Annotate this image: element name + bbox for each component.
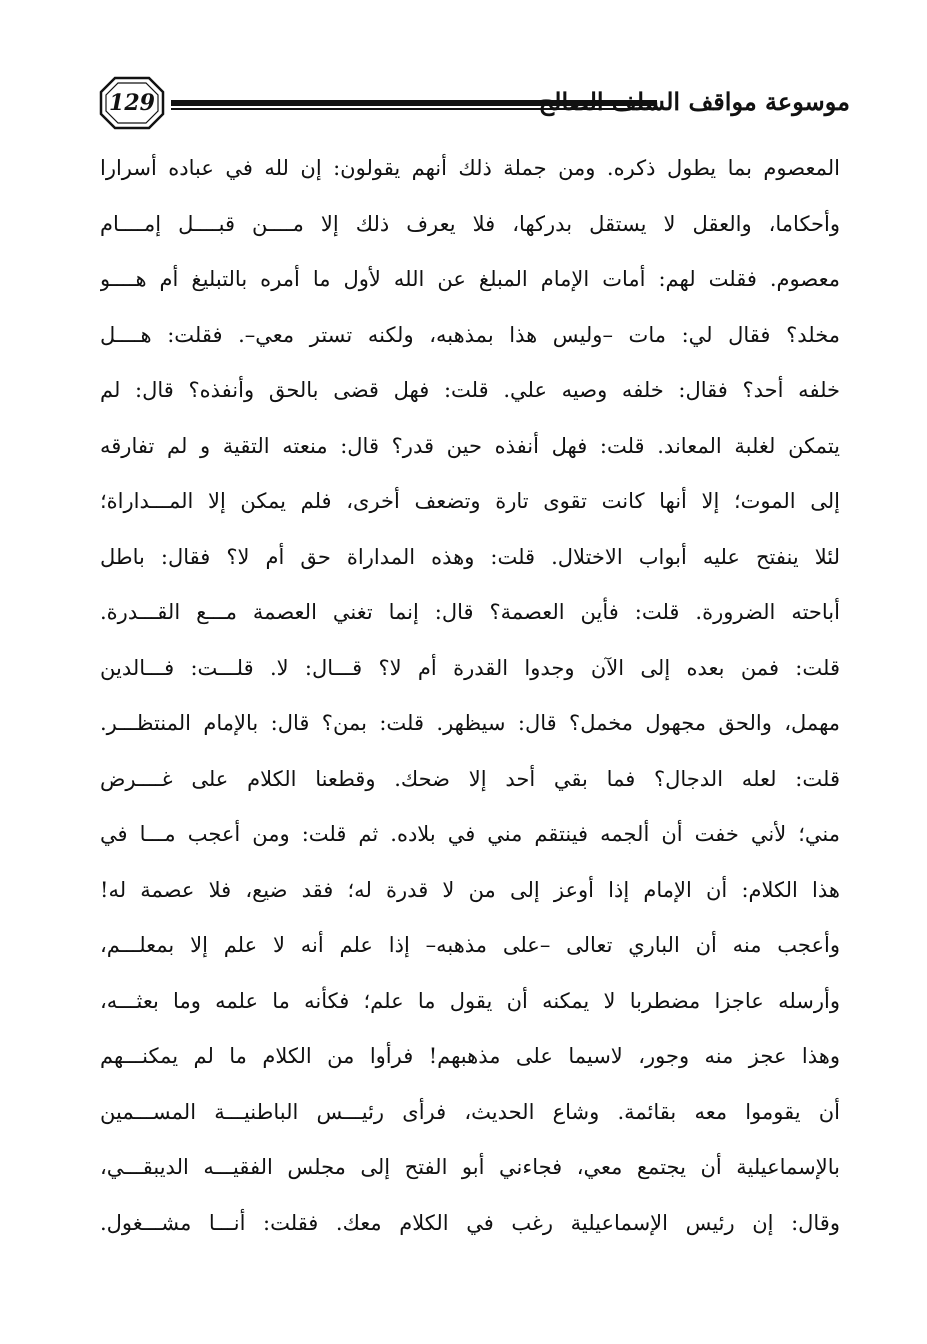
text-line: أن يقوموا معه بقائمة. وشاع الحديث، فرأى رئيـــس الباطنيـــة المســـمين [100, 1099, 840, 1124]
text-line: إلى الموت؛ إلا أنها كانت تقوى تارة وتضعف أخرى، فلم يمكن إلا المـــداراة؛ [100, 489, 840, 513]
text-line: المعصوم بما يطول ذكره. ومن جملة ذلك أنهم يقولون: إن لله في عباده أسرارا [100, 156, 840, 180]
text-line: مني؛ لأني خفت أن ألجمه فينتقم مني في بلاده. ثم قلت: ومن أعجب مـــا في [100, 822, 840, 846]
text-line: قلت: لعله الدجال؟ فما بقي أحد إلا ضحك. وقطعنا الكلام على غــــرض [100, 766, 840, 791]
text-line: معصوم. فقلت لهم: أمات الإمام المبلغ عن الله لأول ما أمره بالتبليغ أم هــــو [100, 267, 840, 291]
text-line: مهمل، والحق مجهول مخمل؟ قال: سيظهر. قلت: بمن؟ قال: بالإمام المنتظـــر. [100, 711, 840, 735]
text-line: وقال: إن رئيس الإسماعيلية رغب في الكلام معك. فقلت: أنـــا مشـــغول. [100, 1210, 840, 1235]
text-line: أباحته الضرورة. قلت: فأين العصمة؟ قال: إنما تغني العصمة مـــع القـــدرة. [100, 600, 840, 624]
text-line: قلت: فمن بعده إلى الآن وجدوا القدرة أم لا؟ قـــال: لا. قلـــت: فـــالدين [100, 655, 840, 680]
text-line: مخلد؟ فقال لي: مات –وليس هذا بمذهبه، ولكنه تستر معي–. فقلت: هــــل [100, 322, 840, 347]
text-line: هذا الكلام: أن الإمام إذا أوعز إلى من لا قدرة له؛ فقد ضيع، فلا عصمة له! [100, 877, 840, 902]
page-header [95, 70, 850, 140]
body-text [100, 141, 840, 1251]
text-line: خلفه أحد؟ فقال: خلفه وصيه علي. قلت: فهل قضى بالحق وأنفذه؟ قال: لم [100, 378, 840, 402]
series-title: موسوعة مواقف السلف الصالح [538, 87, 850, 116]
text-line: وأعجب منه أن الباري تعالى –على مذهبه– إذا علم أنه لا علم إلا بمعلـــم، [100, 933, 840, 957]
text-line: وأحكاما، والعقل لا يستقل بدركها، فلا يعرف ذلك إلا مــــن قبــــل إمــــام [100, 211, 840, 236]
text-line: وهذا عجز منه وجور، لاسيما على مذهبهم! فرأوا من الكلام ما لم يمكنـــهم [100, 1044, 840, 1068]
text-line: وأرسله عاجزا مضطربا لا يمكنه أن يقول ما علم؛ فكأنه ما علمه وما بعثـــه، [100, 988, 840, 1013]
page-number: 129 [109, 90, 155, 116]
text-line: يتمكن لغلبة المعاند. قلت: فهل أنفذه حين قدر؟ قال: منعته التقية و لم تفارقه [100, 433, 840, 458]
text-line: لئلا ينفتح عليه أبواب الاختلال. قلت: وهذه المداراة حق أم لا؟ فقال: باطل [100, 544, 840, 569]
page-number-badge [99, 76, 165, 130]
text-line: بالإسماعيلية أن يجتمع معي، فجاءني أبو الفتح إلى مجلس الفقيـــه الديبقـــي، [100, 1155, 840, 1179]
